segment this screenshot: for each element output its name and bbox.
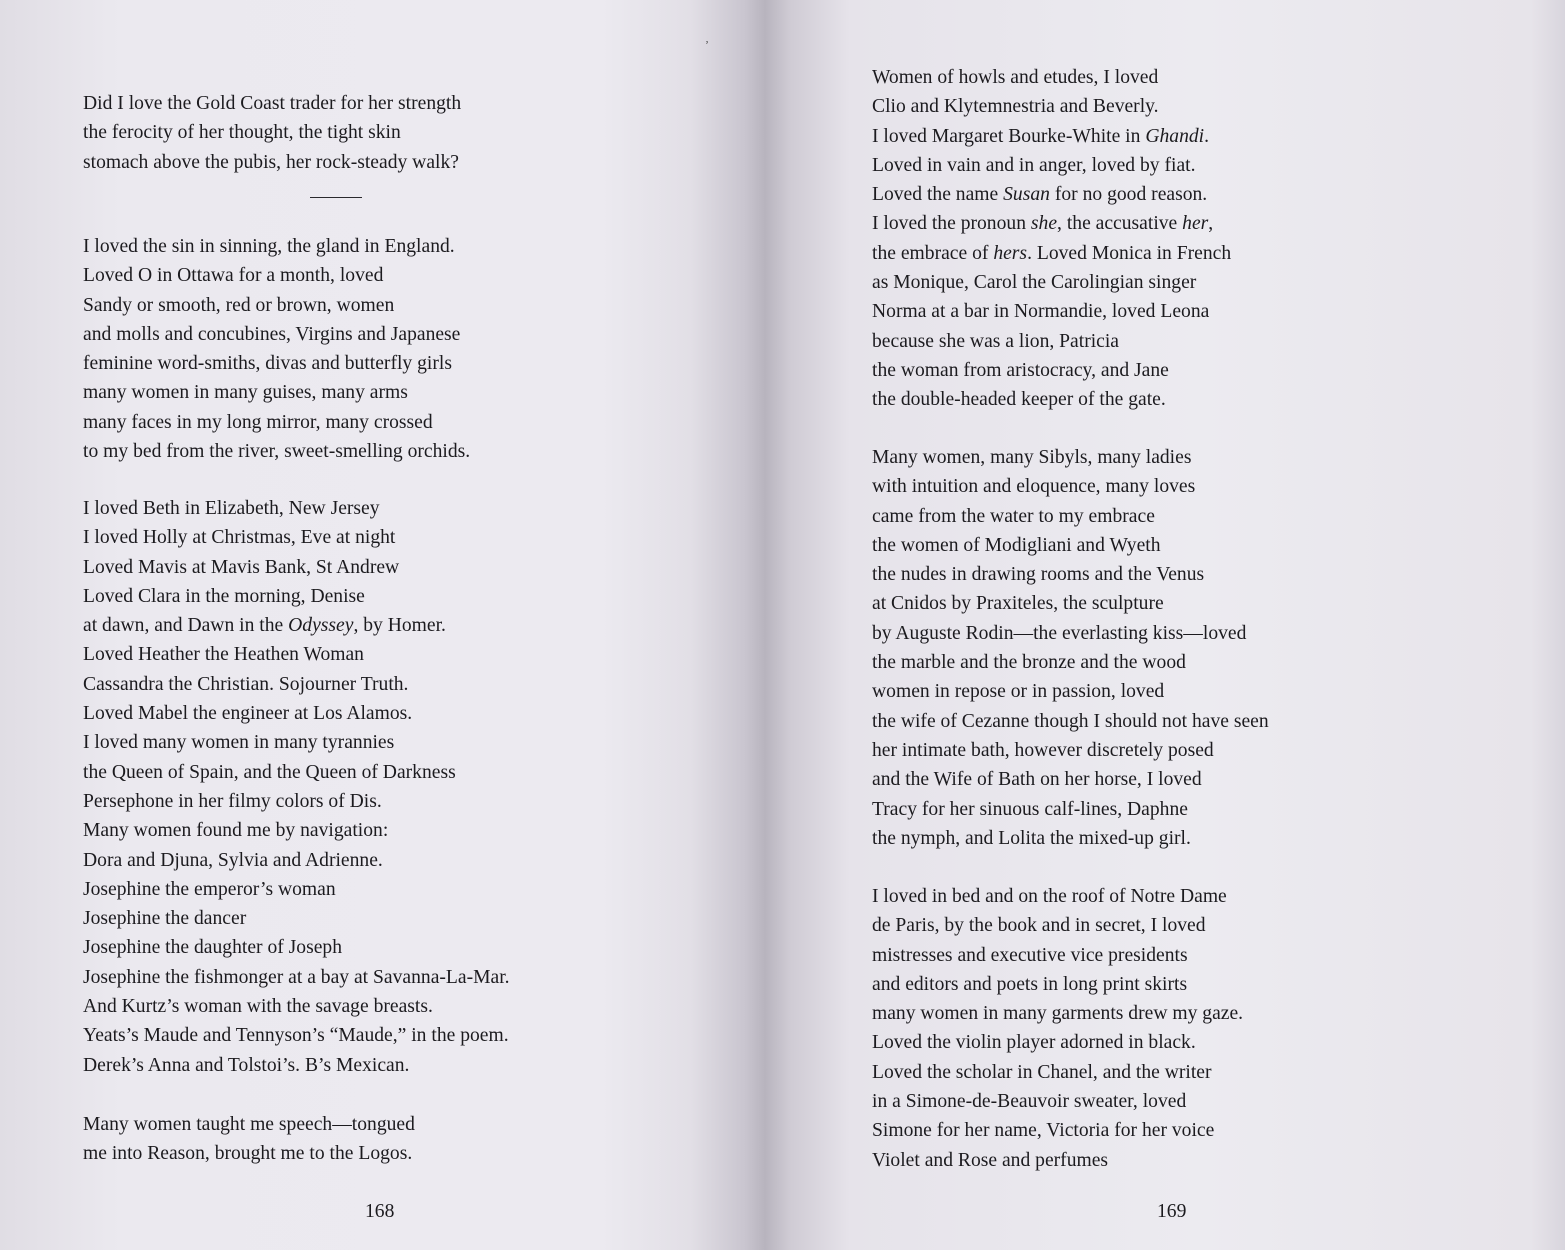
poem-line: the marble and the bronze and the wood — [872, 652, 1186, 674]
poem-line — [872, 209, 1231, 238]
poem-line: Dora and Djuna, Sylvia and Adrienne. — [83, 849, 383, 871]
poem-line: Derek’s Anna and Tolstoi’s. B’s Mexican. — [83, 1054, 410, 1076]
poem-line: Clio and Klytemnestria and Beverly. — [872, 96, 1159, 118]
poem-text: , — [1208, 213, 1214, 235]
poem-line: the ferocity of her thought, the tight skin — [83, 122, 401, 144]
poem-line: And Kurtz’s woman with the savage breasts. — [83, 996, 433, 1018]
poem-text: , the accusative — [1057, 213, 1183, 235]
poem-line: and editors and poets in long print skirts — [872, 973, 1188, 995]
poem-line: Women of howls and etudes, I loved — [872, 67, 1159, 88]
poem-line: the nudes in drawing rooms and the Venus — [872, 564, 1205, 586]
poem-line: Loved in vain and in anger, loved by fiat. — [872, 154, 1196, 176]
poem-line: Loved Clara in the morning, Denise — [83, 585, 365, 607]
poem-line: the wife of Cezanne though I should not have seen — [872, 710, 1269, 732]
poem-line: and molls and concubines, Virgins and Japanese — [83, 323, 461, 345]
poem-italic-text: Susan — [1003, 184, 1050, 206]
poem-line: Simone for her name, Victoria for her voice — [872, 1120, 1215, 1142]
poem-line: with intuition and eloquence, many loves — [872, 476, 1196, 498]
poem-line: Loved Mavis at Mavis Bank, St Andrew — [83, 556, 400, 578]
left-stanza-4 — [83, 1110, 415, 1169]
poem-text: , by Homer. — [353, 615, 446, 637]
right-stanza-2 — [872, 443, 1269, 853]
poem-line: Josephine the dancer — [83, 908, 247, 930]
poem-text: . Loved Monica in French — [1027, 242, 1232, 264]
right-stanza-3 — [872, 882, 1243, 1175]
right-stanza-1 — [872, 63, 1231, 415]
poem-line: the woman from aristocracy, and Jane — [872, 359, 1169, 381]
poem-line: the double-headed keeper of the gate. — [872, 389, 1166, 411]
left-stanza-1 — [83, 89, 461, 177]
poem-line: I loved Beth in Elizabeth, New Jersey — [83, 498, 380, 519]
right-page — [770, 0, 1565, 1250]
poem-italic-text: her — [1182, 213, 1209, 235]
poem-line: as Monique, Carol the Carolingian singer — [872, 272, 1197, 294]
poem-text: I loved the pronoun — [872, 213, 1031, 235]
left-page — [0, 0, 760, 1250]
poem-line: her intimate bath, however discretely posed — [872, 739, 1214, 761]
poem-line: in a Simone-de-Beauvoir sweater, loved — [872, 1091, 1187, 1113]
poem-line: Loved the violin player adorned in black. — [872, 1032, 1196, 1054]
poem-italic-text: Ghandi — [1145, 125, 1205, 147]
poem-text: the embrace of — [872, 242, 994, 264]
poem-line: Many women found me by navigation: — [83, 820, 389, 842]
poem-text: Loved the name — [872, 184, 1004, 206]
gutter-mark: ʼ — [705, 38, 709, 52]
poem-line: me into Reason, brought me to the Logos. — [83, 1143, 413, 1165]
poem-line: Many women, many Sibyls, many ladies — [872, 447, 1192, 468]
poem-text: I loved Margaret Bourke-White in — [872, 125, 1146, 147]
section-divider — [310, 197, 362, 198]
poem-line: I loved many women in many tyrannies — [83, 732, 395, 754]
poem-text: . — [1204, 125, 1210, 147]
poem-line: Violet and Rose and perfumes — [872, 1149, 1109, 1171]
poem-text: for no good reason. — [1049, 184, 1208, 206]
poem-line: many women in many guises, many arms — [83, 382, 408, 404]
poem-line: the nymph, and Lolita the mixed-up girl. — [872, 827, 1191, 849]
poem-italic-text: she — [1030, 213, 1058, 235]
poem-line — [872, 180, 1231, 209]
poem-line: Sandy or smooth, red or brown, women — [83, 294, 395, 316]
poem-line: the women of Modigliani and Wyeth — [872, 534, 1161, 556]
poem-line: Josephine the daughter of Joseph — [83, 937, 343, 959]
poem-italic-text: hers — [993, 242, 1028, 264]
poem-line: because she was a lion, Patricia — [872, 330, 1120, 352]
left-stanza-2 — [83, 232, 470, 466]
poem-line: Norma at a bar in Normandie, loved Leona — [872, 301, 1210, 323]
poem-line — [872, 122, 1231, 151]
page-number-left: 168 — [365, 1201, 395, 1222]
poem-line: Did I love the Gold Coast trader for her strength — [83, 93, 462, 114]
poem-line: I loved in bed and on the roof of Notre Dame — [872, 886, 1227, 907]
poem-line: Loved Mabel the engineer at Los Alamos. — [83, 703, 413, 725]
poem-line: I loved the sin in sinning, the gland in England. — [83, 236, 455, 257]
poem-line: feminine word-smiths, divas and butterfly girls — [83, 353, 452, 375]
poem-line: Persephone in her filmy colors of Dis. — [83, 790, 382, 812]
poem-text: at dawn, and Dawn in the — [83, 615, 289, 637]
left-stanza-3 — [83, 494, 510, 1080]
poem-line: many faces in my long mirror, many crossed — [83, 411, 433, 433]
poem-line: Josephine the emperor’s woman — [83, 878, 336, 900]
poem-line — [83, 611, 510, 640]
poem-line: Josephine the fishmonger at a bay at Savanna-La-Mar. — [83, 966, 510, 988]
poem-line: I loved Holly at Christmas, Eve at night — [83, 527, 396, 549]
poem-line: Loved O in Ottawa for a month, loved — [83, 265, 384, 287]
poem-line — [872, 239, 1231, 268]
poem-line: to my bed from the river, sweet-smelling orchids. — [83, 441, 471, 463]
poem-line: stomach above the pubis, her rock-steady walk? — [83, 151, 459, 173]
poem-line: the Queen of Spain, and the Queen of Darkness — [83, 761, 456, 783]
poem-line: women in repose or in passion, loved — [872, 681, 1165, 703]
poem-italic-text: Odyssey — [288, 615, 354, 637]
poem-line: at Cnidos by Praxiteles, the sculpture — [872, 593, 1164, 615]
poem-line: Tracy for her sinuous calf-lines, Daphne — [872, 798, 1188, 820]
poem-line: Loved Heather the Heathen Woman — [83, 644, 364, 666]
poem-line: by Auguste Rodin—the everlasting kiss—loved — [872, 622, 1247, 644]
poem-line: and the Wife of Bath on her horse, I loved — [872, 769, 1202, 791]
poem-line: Many women taught me speech—tongued — [83, 1114, 415, 1135]
poem-line: Loved the scholar in Chanel, and the writer — [872, 1061, 1212, 1083]
poem-line: Cassandra the Christian. Sojourner Truth. — [83, 673, 409, 695]
poem-line: mistresses and executive vice presidents — [872, 944, 1188, 966]
poem-line: many women in many garments drew my gaze. — [872, 1003, 1244, 1025]
poem-line: de Paris, by the book and in secret, I loved — [872, 915, 1206, 937]
poem-line: Yeats’s Maude and Tennyson’s “Maude,” in the poem. — [83, 1025, 509, 1047]
page-number-right: 169 — [1157, 1201, 1187, 1222]
poem-line: came from the water to my embrace — [872, 505, 1155, 527]
